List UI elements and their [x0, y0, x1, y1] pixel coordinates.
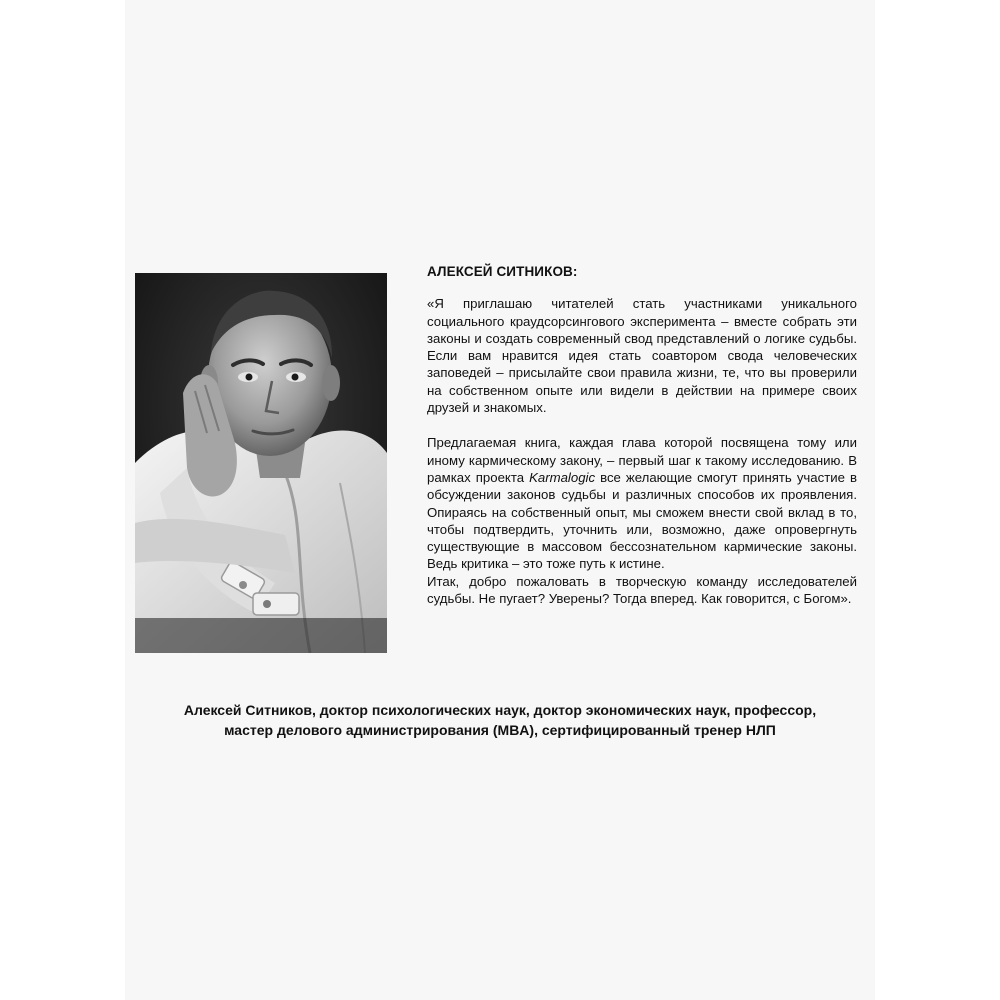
- credentials-line-1: Алексей Ситников, доктор психологических наук, доктор экономических наук, профессор,: [183, 702, 817, 718]
- quote-paragraph-2: [427, 434, 857, 572]
- quote-column: [427, 263, 857, 607]
- author-credentials: [125, 700, 875, 740]
- quote-paragraph-2-start: Предлагаемая книга, каждая глава которой посвящена тому или иному кармическому закону, – первый шаг к такому исследованию. В рамках проекта: [427, 435, 857, 485]
- quote-paragraph-2-end: все желающие смогут принять участие в обсуждении законов судьбы и различных способов их проявления. Опираясь на собственный опыт, мы сможем внести свой вклад в то, чтобы подтвердить, уточнить или, возможно, даже опровергнуть существующие в массовом бессознательном кармические законы. Ведь критика – это тоже путь к истине.: [427, 469, 857, 572]
- author-heading: АЛЕКСЕЙ СИТНИКОВ:: [427, 264, 578, 279]
- quote-paragraph-3: Итак, добро пожаловать в творческую команду исследователей судьбы. Не пугает? Уверены? Тогда вперед. Как говорится, с Богом».: [427, 573, 857, 607]
- portrait-icon: [135, 273, 387, 653]
- project-name: Karmalogic: [529, 469, 596, 485]
- author-portrait-photo: [135, 273, 387, 653]
- quote-paragraph-1: «Я приглашаю читателей стать участниками уникального социального краудсорсингового эксперимента – вместе собрать эти законы и создать современный свод представлений о логике судьбы. Если вам нравится идея стать соавтором свода человеческих заповедей – присылайте свои правила жизни, те, что вы проверили на собственном опыте или видели в действии на примере своих друзей и знакомых.: [427, 296, 857, 416]
- credentials-line-2: мастер делового администрирования (MBA), сертифицированный тренер НЛП: [224, 722, 776, 738]
